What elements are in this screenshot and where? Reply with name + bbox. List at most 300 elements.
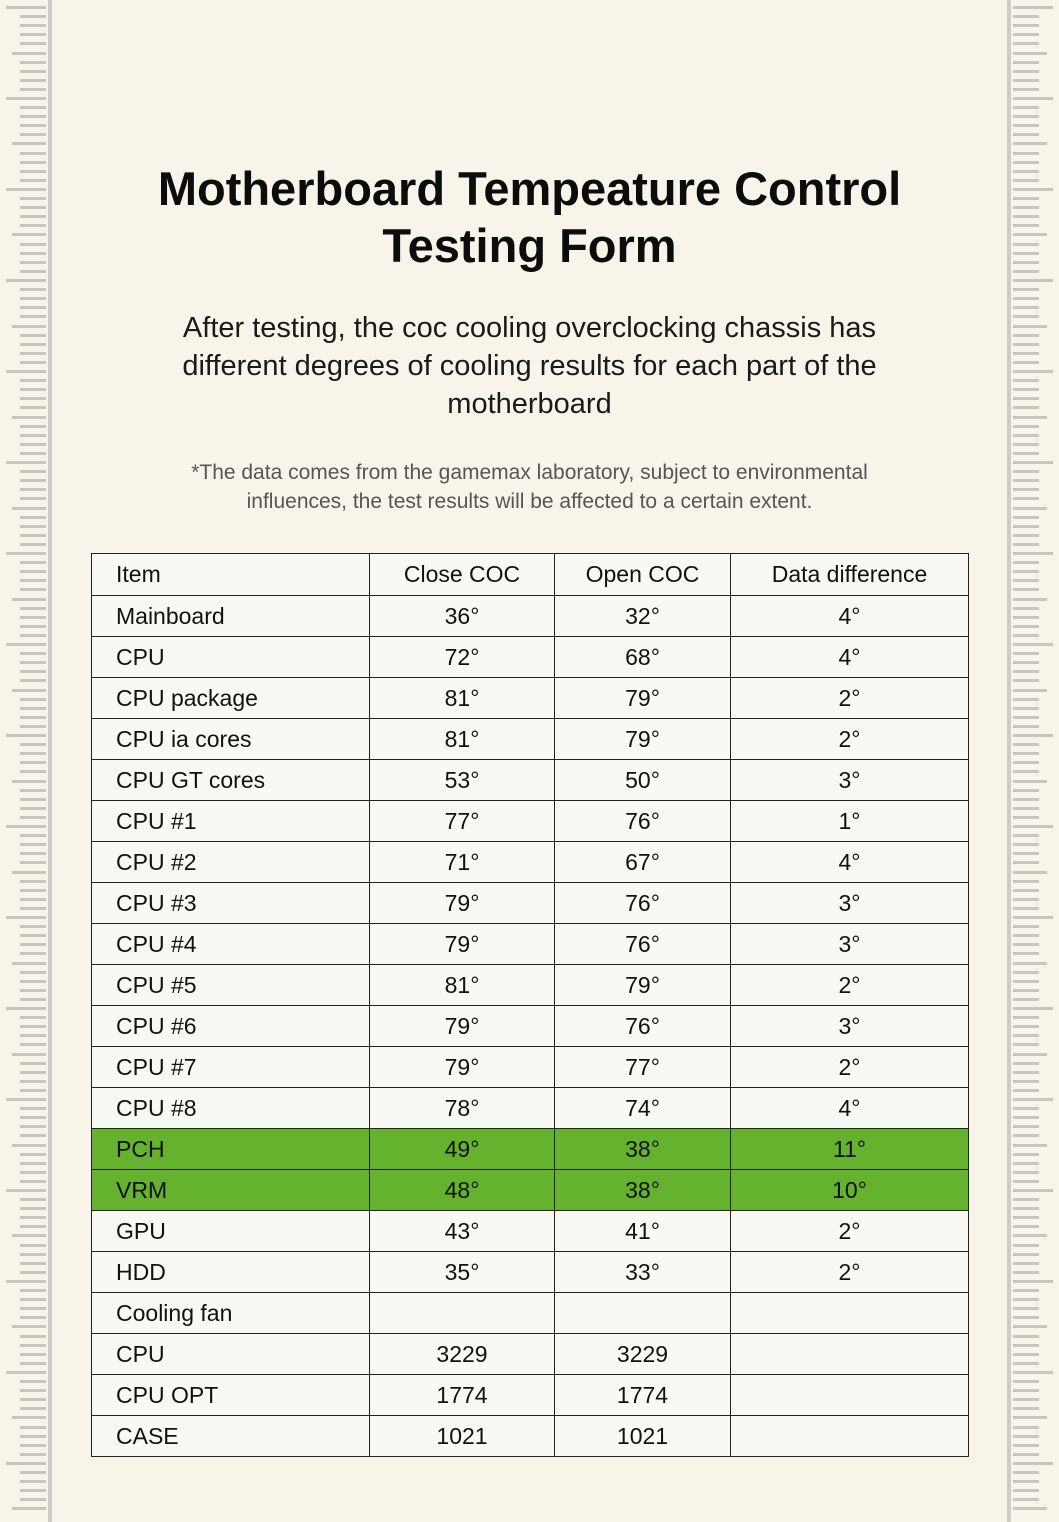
ruler-tick [20, 679, 46, 682]
ruler-tick [20, 1216, 46, 1219]
ruler-tick [20, 925, 46, 928]
ruler-tick [20, 716, 46, 719]
data-difference-cell: 2° [731, 678, 969, 719]
ruler-tick [1013, 634, 1039, 637]
ruler-tick [20, 625, 46, 628]
ruler-tick [1013, 1198, 1039, 1201]
ruler-tick [1013, 1189, 1053, 1192]
ruler-tick [6, 1462, 46, 1465]
ruler-tick [20, 1316, 46, 1319]
ruler-tick [1013, 79, 1039, 82]
ruler-tick [20, 1025, 46, 1028]
ruler-tick [1013, 224, 1039, 227]
ruler-tick [20, 561, 46, 564]
ruler-tick [20, 634, 46, 637]
ruler-tick [20, 61, 46, 64]
note-line: influences, the test results will be affected to a certain extent. [246, 490, 813, 513]
item-cell: CPU package [92, 678, 370, 719]
ruler-tick [1013, 1444, 1039, 1447]
ruler-tick [20, 479, 46, 482]
ruler-tick [6, 6, 46, 9]
ruler-tick [1013, 488, 1039, 491]
ruler-tick [1013, 1325, 1047, 1328]
table-row [92, 1375, 969, 1416]
ruler-tick [20, 1089, 46, 1092]
ruler-tick [20, 1162, 46, 1165]
ruler-tick [12, 871, 46, 874]
ruler-tick [1013, 379, 1039, 382]
ruler-tick [1013, 525, 1039, 528]
ruler-tick [20, 1335, 46, 1338]
ruler-tick [20, 161, 46, 164]
ruler-tick [1013, 1144, 1047, 1147]
ruler-tick [1013, 406, 1039, 409]
ruler-tick [1013, 752, 1039, 755]
ruler-tick [20, 206, 46, 209]
ruler-tick [1013, 1034, 1039, 1037]
table-header-row [92, 554, 969, 596]
ruler-tick [20, 1180, 46, 1183]
ruler-tick [1013, 834, 1039, 837]
close-coc-cell: 36° [370, 596, 555, 637]
open-coc-cell: 76° [555, 924, 731, 965]
ruler-tick [1013, 42, 1039, 45]
ruler-tick [20, 1043, 46, 1046]
item-cell: CPU #6 [92, 1006, 370, 1047]
table-row [92, 801, 969, 842]
ruler-tick [1013, 88, 1039, 91]
ruler-tick [1013, 397, 1039, 400]
ruler-tick [20, 743, 46, 746]
ruler-tick [1013, 1271, 1039, 1274]
ruler-tick [20, 807, 46, 810]
data-difference-cell: 4° [731, 1088, 969, 1129]
ruler-tick [6, 643, 46, 646]
ruler-tick [1013, 1498, 1039, 1501]
ruler-tick [6, 1098, 46, 1101]
ruler-tick [1013, 807, 1039, 810]
ruler-tick [1013, 798, 1039, 801]
ruler-tick [1013, 443, 1039, 446]
open-coc-cell: 67° [555, 842, 731, 883]
ruler-tick [1013, 24, 1039, 27]
right-ruler-decoration [1007, 0, 1059, 1522]
ruler-tick [20, 33, 46, 36]
ruler-tick [20, 525, 46, 528]
ruler-tick [1013, 252, 1039, 255]
ruler-tick [20, 261, 46, 264]
ruler-tick [1013, 816, 1039, 819]
ruler-tick [1013, 1216, 1039, 1219]
ruler-tick [20, 1398, 46, 1401]
ruler-tick [20, 361, 46, 364]
open-coc-cell: 1774 [555, 1375, 731, 1416]
open-coc-cell: 1021 [555, 1416, 731, 1457]
ruler-tick [6, 916, 46, 919]
ruler-tick [20, 270, 46, 273]
ruler-tick [12, 416, 46, 419]
item-cell: CPU #7 [92, 1047, 370, 1088]
data-difference-cell: 11° [731, 1129, 969, 1170]
ruler-tick [1013, 1225, 1039, 1228]
ruler-tick [1013, 1153, 1039, 1156]
ruler-tick [12, 598, 46, 601]
ruler-tick [1013, 1262, 1039, 1265]
table-row [92, 965, 969, 1006]
ruler-tick [20, 470, 46, 473]
ruler-tick [1013, 1316, 1039, 1319]
ruler-tick [20, 1389, 46, 1392]
ruler-tick [20, 1071, 46, 1074]
ruler-tick [20, 1271, 46, 1274]
ruler-tick [1013, 243, 1039, 246]
close-coc-cell: 53° [370, 760, 555, 801]
close-coc-cell: 79° [370, 1006, 555, 1047]
ruler-tick [12, 142, 46, 145]
close-coc-cell: 1774 [370, 1375, 555, 1416]
ruler-tick [12, 780, 46, 783]
item-cell: CPU GT cores [92, 760, 370, 801]
table-row [92, 1170, 969, 1211]
data-difference-cell [731, 1416, 969, 1457]
ruler-tick [1013, 1335, 1039, 1338]
close-coc-cell: 1021 [370, 1416, 555, 1457]
table-row [92, 1129, 969, 1170]
ruler-tick [1013, 1116, 1039, 1119]
ruler-tick [20, 816, 46, 819]
data-difference-cell: 4° [731, 596, 969, 637]
ruler-tick [20, 179, 46, 182]
ruler-tick [20, 224, 46, 227]
table-row [92, 1047, 969, 1088]
ruler-tick [20, 1225, 46, 1228]
ruler-tick [20, 588, 46, 591]
ruler-tick [1013, 306, 1039, 309]
ruler-tick [1013, 52, 1047, 55]
ruler-tick [20, 133, 46, 136]
ruler-tick [20, 898, 46, 901]
item-cell: CPU #2 [92, 842, 370, 883]
ruler-tick [20, 1253, 46, 1256]
ruler-tick [1013, 1407, 1039, 1410]
ruler-tick [20, 452, 46, 455]
ruler-tick [1013, 1380, 1039, 1383]
open-coc-cell: 76° [555, 883, 731, 924]
ruler-tick [1013, 1125, 1039, 1128]
ruler-tick [1013, 1007, 1053, 1010]
ruler-tick [1013, 561, 1039, 564]
open-coc-cell: 79° [555, 678, 731, 719]
item-cell: CASE [92, 1416, 370, 1457]
ruler-tick [1013, 1353, 1039, 1356]
ruler-tick [20, 388, 46, 391]
page-title [100, 160, 959, 274]
data-difference-cell: 2° [731, 719, 969, 760]
ruler-tick [20, 534, 46, 537]
ruler-tick [20, 315, 46, 318]
ruler-tick [20, 943, 46, 946]
ruler-tick [20, 406, 46, 409]
data-difference-cell [731, 1293, 969, 1334]
ruler-tick [20, 980, 46, 983]
item-cell: HDD [92, 1252, 370, 1293]
ruler-tick [1013, 916, 1053, 919]
table-row [92, 760, 969, 801]
open-coc-cell: 33° [555, 1252, 731, 1293]
ruler-tick [20, 297, 46, 300]
ruler-tick [20, 1125, 46, 1128]
ruler-tick [20, 124, 46, 127]
ruler-tick [20, 880, 46, 883]
ruler-tick [1013, 1289, 1039, 1292]
ruler-tick [1013, 1107, 1039, 1110]
ruler-tick [20, 1116, 46, 1119]
ruler-tick [20, 698, 46, 701]
table-body [92, 596, 969, 1457]
ruler-tick [20, 1016, 46, 1019]
ruler-tick [20, 1207, 46, 1210]
ruler-tick [1013, 734, 1053, 737]
ruler-tick [1013, 6, 1053, 9]
close-coc-cell: 79° [370, 883, 555, 924]
ruler-tick [1013, 361, 1039, 364]
item-cell: CPU OPT [92, 1375, 370, 1416]
ruler-tick [20, 770, 46, 773]
ruler-tick [20, 707, 46, 710]
ruler-tick [20, 661, 46, 664]
table-row [92, 883, 969, 924]
table-row [92, 596, 969, 637]
ruler-tick [20, 1034, 46, 1037]
ruler-tick [1013, 197, 1039, 200]
data-difference-cell: 1° [731, 801, 969, 842]
table-row [92, 1293, 969, 1334]
ruler-tick [1013, 507, 1047, 510]
ruler-tick [20, 1471, 46, 1474]
ruler-tick [1013, 1089, 1039, 1092]
ruler-tick [20, 607, 46, 610]
table-row [92, 1211, 969, 1252]
ruler-tick [20, 243, 46, 246]
ruler-tick [1013, 425, 1039, 428]
ruler-tick [1013, 588, 1039, 591]
ruler-tick [1013, 770, 1039, 773]
ruler-tick [20, 1153, 46, 1156]
item-cell: CPU ia cores [92, 719, 370, 760]
ruler-tick [1013, 625, 1039, 628]
ruler-tick [20, 789, 46, 792]
ruler-tick [1013, 661, 1039, 664]
data-difference-cell: 2° [731, 1211, 969, 1252]
item-cell: CPU #5 [92, 965, 370, 1006]
ruler-tick [20, 1380, 46, 1383]
ruler-tick [1013, 534, 1039, 537]
ruler-tick [1013, 543, 1039, 546]
ruler-tick [1013, 370, 1053, 373]
close-coc-cell: 43° [370, 1211, 555, 1252]
ruler-tick [1013, 206, 1039, 209]
ruler-tick [1013, 934, 1039, 937]
item-cell: CPU #3 [92, 883, 370, 924]
ruler-tick [20, 1353, 46, 1356]
ruler-tick [1013, 1389, 1039, 1392]
ruler-tick [1013, 142, 1047, 145]
ruler-tick [20, 1080, 46, 1083]
note-line: *The data comes from the gamemax laboratory, subject to environmental [191, 461, 868, 484]
close-coc-cell: 3229 [370, 1334, 555, 1375]
ruler-tick [1013, 334, 1039, 337]
ruler-tick [20, 343, 46, 346]
ruler-tick [20, 1107, 46, 1110]
data-difference-cell: 2° [731, 1252, 969, 1293]
ruler-tick [20, 834, 46, 837]
ruler-tick [20, 616, 46, 619]
open-coc-cell: 50° [555, 760, 731, 801]
ruler-tick [12, 1234, 46, 1237]
ruler-tick [1013, 698, 1039, 701]
ruler-tick [12, 1144, 46, 1147]
open-coc-cell [555, 1293, 731, 1334]
ruler-tick [1013, 1043, 1039, 1046]
ruler-tick [1013, 352, 1039, 355]
data-difference-cell: 3° [731, 760, 969, 801]
close-coc-cell: 79° [370, 1047, 555, 1088]
data-difference-cell: 4° [731, 637, 969, 678]
close-coc-cell: 71° [370, 842, 555, 883]
ruler-tick [20, 1198, 46, 1201]
ruler-tick [20, 752, 46, 755]
open-coc-cell: 79° [555, 965, 731, 1006]
ruler-tick [6, 1371, 46, 1374]
ruler-tick [1013, 616, 1039, 619]
ruler-tick [1013, 670, 1039, 673]
ruler-tick [1013, 279, 1053, 282]
ruler-tick [12, 1507, 46, 1510]
column-header-open-coc: Open COC [555, 554, 731, 596]
ruler-tick [20, 106, 46, 109]
ruler-tick [1013, 1435, 1039, 1438]
ruler-tick [12, 1325, 46, 1328]
right-ruler-edge [1007, 0, 1011, 1522]
ruler-tick [20, 1244, 46, 1247]
table-row [92, 637, 969, 678]
ruler-tick [20, 152, 46, 155]
column-header-data-difference: Data difference [731, 554, 969, 596]
close-coc-cell: 72° [370, 637, 555, 678]
ruler-tick [1013, 1234, 1047, 1237]
ruler-tick [20, 998, 46, 1001]
ruler-tick [1013, 270, 1039, 273]
ruler-tick [1013, 689, 1047, 692]
ruler-tick [1013, 261, 1039, 264]
close-coc-cell: 35° [370, 1252, 555, 1293]
ruler-tick [20, 843, 46, 846]
ruler-tick [20, 971, 46, 974]
ruler-tick [20, 15, 46, 18]
page-title-line: Motherboard Tempeature Control [157, 162, 902, 215]
close-coc-cell: 78° [370, 1088, 555, 1129]
ruler-tick [20, 570, 46, 573]
ruler-tick [20, 516, 46, 519]
ruler-tick [20, 725, 46, 728]
ruler-tick [1013, 780, 1047, 783]
ruler-tick [20, 852, 46, 855]
close-coc-cell: 48° [370, 1170, 555, 1211]
ruler-tick [1013, 1025, 1039, 1028]
ruler-tick [1013, 343, 1039, 346]
data-difference-cell: 2° [731, 965, 969, 1006]
table-row [92, 719, 969, 760]
ruler-tick [1013, 233, 1047, 236]
ruler-tick [1013, 998, 1039, 1001]
table-row [92, 924, 969, 965]
item-cell: PCH [92, 1129, 370, 1170]
ruler-tick [20, 397, 46, 400]
item-cell: CPU #8 [92, 1088, 370, 1129]
ruler-tick [1013, 607, 1039, 610]
ruler-tick [20, 934, 46, 937]
data-source-note [120, 458, 939, 516]
open-coc-cell: 38° [555, 1129, 731, 1170]
ruler-tick [1013, 124, 1039, 127]
ruler-tick [1013, 170, 1039, 173]
ruler-tick [1013, 133, 1039, 136]
ruler-tick [12, 689, 46, 692]
ruler-tick [1013, 1062, 1039, 1065]
ruler-tick [1013, 1398, 1039, 1401]
ruler-tick [1013, 579, 1039, 582]
ruler-tick [20, 42, 46, 45]
open-coc-cell: 41° [555, 1211, 731, 1252]
ruler-tick [1013, 179, 1039, 182]
ruler-tick [1013, 479, 1039, 482]
table-row [92, 842, 969, 883]
ruler-tick [6, 734, 46, 737]
ruler-tick [1013, 1344, 1039, 1347]
ruler-tick [1013, 907, 1039, 910]
close-coc-cell: 79° [370, 924, 555, 965]
item-cell: GPU [92, 1211, 370, 1252]
ruler-tick [20, 70, 46, 73]
ruler-tick [1013, 315, 1039, 318]
item-cell: VRM [92, 1170, 370, 1211]
ruler-tick [1013, 971, 1039, 974]
ruler-tick [6, 1189, 46, 1192]
ruler-tick [20, 1262, 46, 1265]
ruler-tick [20, 652, 46, 655]
ruler-tick [1013, 825, 1053, 828]
open-coc-cell: 74° [555, 1088, 731, 1129]
item-cell: Cooling fan [92, 1293, 370, 1334]
data-difference-cell: 2° [731, 1047, 969, 1088]
ruler-tick [1013, 1416, 1047, 1419]
ruler-tick [1013, 1489, 1039, 1492]
ruler-tick [20, 115, 46, 118]
ruler-tick [20, 252, 46, 255]
ruler-tick [1013, 1453, 1039, 1456]
ruler-tick [1013, 1462, 1053, 1465]
temperature-table [91, 553, 969, 1457]
ruler-tick [1013, 761, 1039, 764]
ruler-tick [20, 443, 46, 446]
ruler-tick [1013, 461, 1053, 464]
ruler-tick [20, 334, 46, 337]
ruler-tick [1013, 106, 1039, 109]
ruler-tick [1013, 1244, 1039, 1247]
ruler-tick [1013, 852, 1039, 855]
ruler-tick [1013, 1080, 1039, 1083]
open-coc-cell: 3229 [555, 1334, 731, 1375]
